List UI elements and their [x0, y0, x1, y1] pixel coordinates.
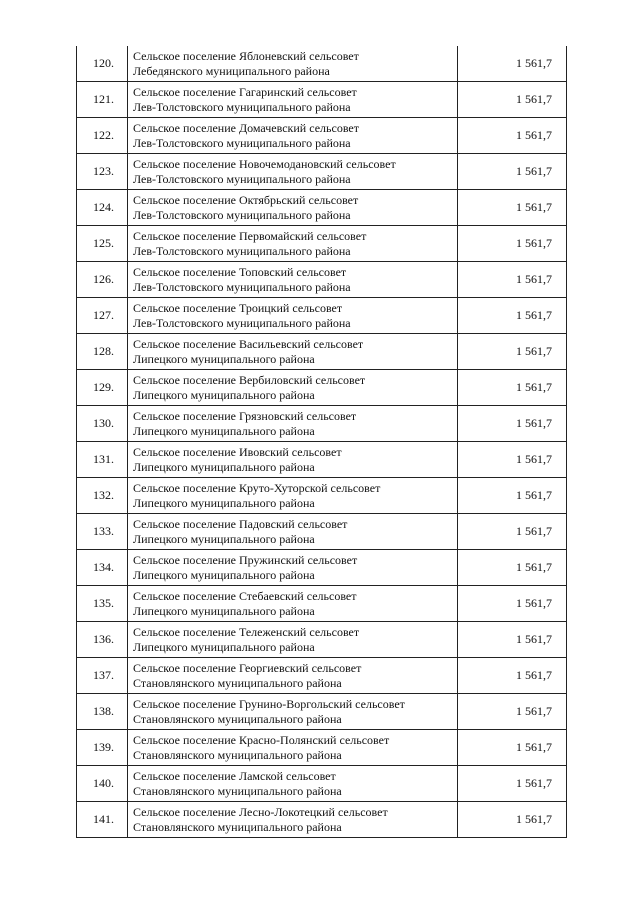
table-row	[77, 118, 567, 154]
settlement-line-1: Сельское поселение Яблоневский сельсовет	[133, 48, 359, 63]
settlement-line-2: Липецкого муниципального района	[133, 351, 315, 366]
amount-value: 1 561,7	[458, 442, 567, 478]
settlement-name	[128, 370, 458, 406]
settlement-line-2: Липецкого муниципального района	[133, 567, 315, 582]
table-row	[77, 622, 567, 658]
settlement-line-2: Лев-Толстовского муниципального района	[133, 207, 351, 222]
settlement-line-2: Липецкого муниципального района	[133, 531, 315, 546]
settlement-name	[128, 82, 458, 118]
table-row	[77, 766, 567, 802]
settlement-line-2: Лев-Толстовского муниципального района	[133, 99, 351, 114]
settlement-line-1: Сельское поселение Первомайский сельсовет	[133, 228, 367, 243]
settlement-name	[128, 802, 458, 838]
settlement-name	[128, 766, 458, 802]
amount-value: 1 561,7	[458, 586, 567, 622]
settlement-name	[128, 478, 458, 514]
table-row	[77, 478, 567, 514]
settlement-line-2: Липецкого муниципального района	[133, 495, 315, 510]
table-row	[77, 190, 567, 226]
amount-value: 1 561,7	[458, 514, 567, 550]
table-row	[77, 370, 567, 406]
row-number: 127.	[77, 298, 128, 334]
amount-value: 1 561,7	[458, 334, 567, 370]
settlement-name	[128, 406, 458, 442]
settlement-line-1: Сельское поселение Пружинский сельсовет	[133, 552, 358, 567]
amount-value: 1 561,7	[458, 298, 567, 334]
settlement-line-2: Лев-Толстовского муниципального района	[133, 315, 351, 330]
settlement-line-2: Липецкого муниципального района	[133, 423, 315, 438]
settlement-name	[128, 154, 458, 190]
settlement-line-2: Становлянского муниципального района	[133, 783, 342, 798]
settlement-name	[128, 262, 458, 298]
row-number: 125.	[77, 226, 128, 262]
settlement-name	[128, 694, 458, 730]
settlement-line-1: Сельское поселение Тележенский сельсовет	[133, 624, 360, 639]
row-number: 135.	[77, 586, 128, 622]
amount-value: 1 561,7	[458, 190, 567, 226]
row-number: 130.	[77, 406, 128, 442]
amount-value: 1 561,7	[458, 658, 567, 694]
settlement-line-2: Становлянского муниципального района	[133, 711, 342, 726]
settlement-line-1: Сельское поселение Топовский сельсовет	[133, 264, 347, 279]
row-number: 128.	[77, 334, 128, 370]
row-number: 134.	[77, 550, 128, 586]
table-row	[77, 442, 567, 478]
settlement-name	[128, 226, 458, 262]
settlement-line-2: Липецкого муниципального района	[133, 639, 315, 654]
settlement-line-1: Сельское поселение Троицкий сельсовет	[133, 300, 343, 315]
row-number: 124.	[77, 190, 128, 226]
table-row	[77, 550, 567, 586]
table-row	[77, 262, 567, 298]
amount-value: 1 561,7	[458, 766, 567, 802]
row-number: 140.	[77, 766, 128, 802]
amount-value: 1 561,7	[458, 154, 567, 190]
row-number: 132.	[77, 478, 128, 514]
settlement-line-1: Сельское поселение Гагаринский сельсовет	[133, 84, 357, 99]
amount-value: 1 561,7	[458, 550, 567, 586]
settlement-line-2: Лев-Толстовского муниципального района	[133, 135, 351, 150]
row-number: 120.	[77, 46, 128, 82]
settlement-line-1: Сельское поселение Васильевский сельсовет	[133, 336, 364, 351]
settlement-line-2: Становлянского муниципального района	[133, 747, 342, 762]
table-row	[77, 46, 567, 82]
amount-value: 1 561,7	[458, 226, 567, 262]
amount-value: 1 561,7	[458, 82, 567, 118]
amount-value: 1 561,7	[458, 622, 567, 658]
amount-value: 1 561,7	[458, 262, 567, 298]
table-row	[77, 694, 567, 730]
table-row	[77, 514, 567, 550]
table-row	[77, 82, 567, 118]
settlement-name	[128, 118, 458, 154]
amount-value: 1 561,7	[458, 802, 567, 838]
settlement-name	[128, 190, 458, 226]
settlement-line-1: Сельское поселение Ивовский сельсовет	[133, 444, 342, 459]
amount-value: 1 561,7	[458, 406, 567, 442]
table-row	[77, 658, 567, 694]
row-number: 141.	[77, 802, 128, 838]
settlement-line-1: Сельское поселение Георгиевский сельсовет	[133, 660, 362, 675]
settlement-line-1: Сельское поселение Красно-Полянский сельсовет	[133, 732, 390, 747]
settlement-name	[128, 514, 458, 550]
row-number: 123.	[77, 154, 128, 190]
settlement-line-1: Сельское поселение Ламской сельсовет	[133, 768, 336, 783]
settlement-line-2: Липецкого муниципального района	[133, 603, 315, 618]
settlement-line-2: Лев-Толстовского муниципального района	[133, 243, 351, 258]
table-row	[77, 154, 567, 190]
table-row	[77, 730, 567, 766]
amount-value: 1 561,7	[458, 118, 567, 154]
settlement-line-1: Сельское поселение Новочемодановский сельсовет	[133, 156, 396, 171]
settlement-line-1: Сельское поселение Октябрьский сельсовет	[133, 192, 359, 207]
row-number: 138.	[77, 694, 128, 730]
amount-value: 1 561,7	[458, 478, 567, 514]
row-number: 122.	[77, 118, 128, 154]
table-body	[77, 46, 567, 838]
settlement-line-2: Липецкого муниципального района	[133, 387, 315, 402]
settlement-line-1: Сельское поселение Грязновский сельсовет	[133, 408, 357, 423]
row-number: 129.	[77, 370, 128, 406]
settlement-line-2: Лебедянского муниципального района	[133, 63, 330, 78]
row-number: 131.	[77, 442, 128, 478]
settlement-line-1: Сельское поселение Лесно-Локотецкий сельсовет	[133, 804, 388, 819]
allocation-table	[76, 46, 567, 838]
amount-value: 1 561,7	[458, 46, 567, 82]
table-row	[77, 334, 567, 370]
settlement-line-1: Сельское поселение Круто-Хуторской сельсовет	[133, 480, 381, 495]
settlement-name	[128, 622, 458, 658]
amount-value: 1 561,7	[458, 694, 567, 730]
settlement-name	[128, 658, 458, 694]
amount-value: 1 561,7	[458, 730, 567, 766]
row-number: 133.	[77, 514, 128, 550]
row-number: 126.	[77, 262, 128, 298]
settlement-name	[128, 550, 458, 586]
settlement-line-1: Сельское поселение Домачевский сельсовет	[133, 120, 359, 135]
table-row	[77, 406, 567, 442]
settlement-line-1: Сельское поселение Вербиловский сельсовет	[133, 372, 366, 387]
settlement-line-2: Становлянского муниципального района	[133, 819, 342, 834]
settlement-line-1: Сельское поселение Падовский сельсовет	[133, 516, 348, 531]
settlement-line-2: Лев-Толстовского муниципального района	[133, 279, 351, 294]
amount-value: 1 561,7	[458, 370, 567, 406]
settlement-name	[128, 334, 458, 370]
settlement-line-2: Лев-Толстовского муниципального района	[133, 171, 351, 186]
settlement-name	[128, 586, 458, 622]
settlement-name	[128, 730, 458, 766]
settlement-name	[128, 442, 458, 478]
table-row	[77, 298, 567, 334]
row-number: 139.	[77, 730, 128, 766]
table-row	[77, 802, 567, 838]
row-number: 121.	[77, 82, 128, 118]
settlement-line-2: Липецкого муниципального района	[133, 459, 315, 474]
settlement-name	[128, 46, 458, 82]
row-number: 137.	[77, 658, 128, 694]
settlement-line-1: Сельское поселение Стебаевский сельсовет	[133, 588, 357, 603]
table-row	[77, 226, 567, 262]
settlement-line-2: Становлянского муниципального района	[133, 675, 342, 690]
settlement-name	[128, 298, 458, 334]
table-row	[77, 586, 567, 622]
settlement-line-1: Сельское поселение Грунино-Воргольский сельсовет	[133, 696, 405, 711]
row-number: 136.	[77, 622, 128, 658]
